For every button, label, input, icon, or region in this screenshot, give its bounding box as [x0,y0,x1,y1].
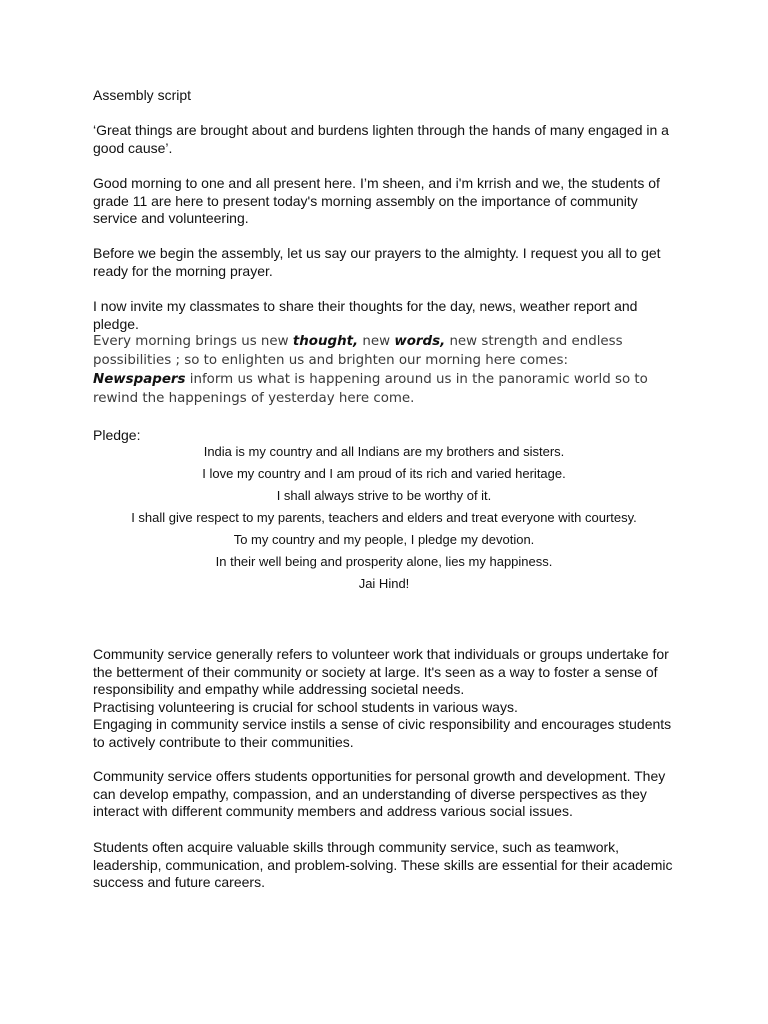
document-title: Assembly script [93,87,192,103]
intro-paragraph: Good morning to one and all present here. I’m sheen, and i'm krrish and we, the students of grade 11 are here to present today's morning assembly on the importance of community service and volunteering. [93,175,660,227]
community-section-a [93,646,683,752]
community-paragraph-growth: Community service offers students opportunities for personal growth and development. They can develop empathy, compassion, and an understanding of diverse perspectives as they interact with different community members and address various social issues. [93,768,666,820]
pledge-line: To my country and my people, I pledge my devotion. [233,532,535,547]
community-paragraph: Engaging in community service instils a sense of civic responsibility and encourages students to actively contribute to their communities. [93,716,672,750]
pledge-line: In their well being and prosperity alone, lies my happiness. [215,554,553,569]
opening-quote: ‘Great things are brought about and burdens lighten through the hands of many engaged in a good cause’. [93,122,669,156]
pledge-line: India is my country and all Indians are my brothers and sisters. [203,444,565,459]
pledge-line: Jai Hind! [358,576,410,591]
community-paragraph: Practising volunteering is crucial for school students in various ways. [93,698,518,715]
news-text: inform us what is happening around us in the panoramic world so to rewind the happenings of yesterday here come. [93,372,648,407]
invite-paragraph: I now invite my classmates to share their thoughts for the day, news, weather report and pledge. [93,298,638,332]
thought-text-3: new strength and endless possibilities ; so to enlighten us and brighten our morning here comes: [93,334,623,369]
prayer-paragraph: Before we begin the assembly, let us say our prayers to the almighty. I request you all to get ready for the morning prayer. [93,245,661,279]
news-paragraph [93,370,678,408]
pledge-lines [93,441,675,595]
community-paragraph: Community service generally refers to volunteer work that individuals or groups undertake for the betterment of their community or society at large. It's seen as a way to foster a sense of responsibility and empathy while addressing societal needs. [93,646,669,698]
pledge-line: I love my country and I am proud of its rich and varied heritage. [202,466,566,481]
pledge-label: Pledge: [93,427,141,443]
community-paragraph-skills: Students often acquire valuable skills through community service, such as teamwork, leadership, communication, and problem-solving. These skills are essential for their academic success and future careers. [93,839,673,891]
thought-emphasis: thought, [292,334,359,349]
thought-text-2: new [358,334,395,349]
pledge-line: I shall always strive to be worthy of it. [276,488,492,503]
thought-text-1: Every morning brings us new [93,334,293,349]
words-emphasis: words, [394,334,446,349]
newspapers-emphasis: Newspapers [93,372,186,387]
thought-paragraph [93,332,678,370]
pledge-line: I shall give respect to my parents, teachers and elders and treat everyone with courtesy. [131,510,637,525]
